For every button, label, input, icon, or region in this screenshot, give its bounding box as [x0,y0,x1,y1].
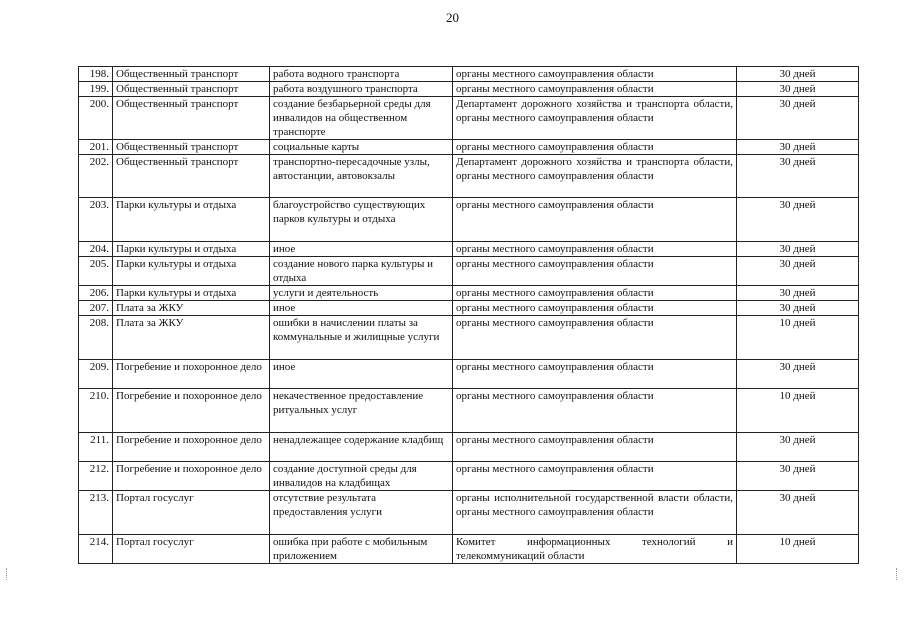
responsible-cell: органы исполнительной государственной власти области, органы местного самоуправления области [453,491,737,535]
subtopic-cell: некачественное предоставление ритуальных услуг [270,389,453,433]
category-cell: Общественный транспорт [113,155,270,198]
category-cell: Плата за ЖКУ [113,316,270,360]
table-row [79,301,859,316]
row-number: 212. [79,462,113,491]
subtopic-cell: благоустройство существующих парков культуры и отдыха [270,198,453,242]
deadline-cell: 30 дней [737,491,859,535]
responsible-cell: органы местного самоуправления области [453,257,737,286]
category-cell: Общественный транспорт [113,67,270,82]
row-number: 206. [79,286,113,301]
subtopic-cell: отсутствие результата предоставления услуги [270,491,453,535]
table-row [79,155,859,198]
subtopic-cell: ошибки в начислении платы за коммунальные и жилищные услуги [270,316,453,360]
table-row [79,462,859,491]
responsible-cell: органы местного самоуправления области [453,316,737,360]
responsible-cell: органы местного самоуправления области [453,140,737,155]
appeals-table [78,66,859,564]
table-row [79,257,859,286]
subtopic-cell: ненадлежащее содержание кладбищ [270,433,453,462]
responsible-cell: Департамент дорожного хозяйства и транспорта области, органы местного самоуправления области [453,155,737,198]
row-number: 210. [79,389,113,433]
row-number: 204. [79,242,113,257]
row-number: 208. [79,316,113,360]
responsible-cell: органы местного самоуправления области [453,67,737,82]
deadline-cell: 30 дней [737,301,859,316]
row-number: 201. [79,140,113,155]
subtopic-cell: ошибка при работе с мобильным приложением [270,535,453,564]
responsible-cell: Комитет информационных технологий и телекоммуникаций области [453,535,737,564]
deadline-cell: 30 дней [737,67,859,82]
subtopic-cell: создание безбарьерной среды для инвалидов на общественном транспорте [270,97,453,140]
table-row [79,140,859,155]
category-cell: Парки культуры и отдыха [113,242,270,257]
scan-margin-mark [6,568,10,580]
deadline-cell: 30 дней [737,198,859,242]
page-number: 20 [446,10,459,25]
subtopic-cell: работа водного транспорта [270,67,453,82]
category-cell: Погребение и похоронное дело [113,433,270,462]
deadline-cell: 30 дней [737,462,859,491]
subtopic-cell: иное [270,242,453,257]
table-row [79,316,859,360]
subtopic-cell: создание доступной среды для инвалидов на кладбищах [270,462,453,491]
category-cell: Общественный транспорт [113,97,270,140]
row-number: 214. [79,535,113,564]
responsible-cell: органы местного самоуправления области [453,242,737,257]
responsible-cell: органы местного самоуправления области [453,433,737,462]
deadline-cell: 30 дней [737,257,859,286]
table-row [79,491,859,535]
table-body [79,67,859,564]
subtopic-cell: создание нового парка культуры и отдыха [270,257,453,286]
table-row [79,97,859,140]
row-number: 200. [79,97,113,140]
table-row [79,433,859,462]
scan-margin-mark [896,568,900,580]
subtopic-cell: иное [270,360,453,389]
category-cell: Парки культуры и отдыха [113,286,270,301]
category-cell: Портал госуслуг [113,535,270,564]
category-cell: Общественный транспорт [113,82,270,97]
row-number: 209. [79,360,113,389]
category-cell: Плата за ЖКУ [113,301,270,316]
table-row [79,360,859,389]
responsible-cell: органы местного самоуправления области [453,360,737,389]
category-cell: Погребение и похоронное дело [113,360,270,389]
responsible-cell: органы местного самоуправления области [453,286,737,301]
category-cell: Парки культуры и отдыха [113,198,270,242]
deadline-cell: 10 дней [737,389,859,433]
deadline-cell: 30 дней [737,82,859,97]
table-row [79,67,859,82]
responsible-cell: органы местного самоуправления области [453,389,737,433]
subtopic-cell: услуги и деятельность [270,286,453,301]
subtopic-cell: работа воздушного транспорта [270,82,453,97]
row-number: 211. [79,433,113,462]
responsible-cell: органы местного самоуправления области [453,82,737,97]
table-row [79,198,859,242]
category-cell: Погребение и похоронное дело [113,389,270,433]
responsible-cell: органы местного самоуправления области [453,198,737,242]
table-row [79,242,859,257]
row-number: 198. [79,67,113,82]
deadline-cell: 30 дней [737,433,859,462]
row-number: 205. [79,257,113,286]
deadline-cell: 30 дней [737,360,859,389]
table-row [79,82,859,97]
row-number: 202. [79,155,113,198]
row-number: 213. [79,491,113,535]
deadline-cell: 30 дней [737,286,859,301]
row-number: 199. [79,82,113,97]
table-row [79,389,859,433]
deadline-cell: 10 дней [737,535,859,564]
row-number: 203. [79,198,113,242]
table-row [79,535,859,564]
category-cell: Парки культуры и отдыха [113,257,270,286]
deadline-cell: 30 дней [737,140,859,155]
responsible-cell: Департамент дорожного хозяйства и транспорта области, органы местного самоуправления области [453,97,737,140]
deadline-cell: 30 дней [737,97,859,140]
deadline-cell: 30 дней [737,155,859,198]
category-cell: Общественный транспорт [113,140,270,155]
responsible-cell: органы местного самоуправления области [453,301,737,316]
subtopic-cell: транспортно-пересадочные узлы, автостанции, автовокзалы [270,155,453,198]
responsible-cell: органы местного самоуправления области [453,462,737,491]
category-cell: Портал госуслуг [113,491,270,535]
subtopic-cell: иное [270,301,453,316]
row-number: 207. [79,301,113,316]
deadline-cell: 30 дней [737,242,859,257]
category-cell: Погребение и похоронное дело [113,462,270,491]
deadline-cell: 10 дней [737,316,859,360]
subtopic-cell: социальные карты [270,140,453,155]
table-row [79,286,859,301]
